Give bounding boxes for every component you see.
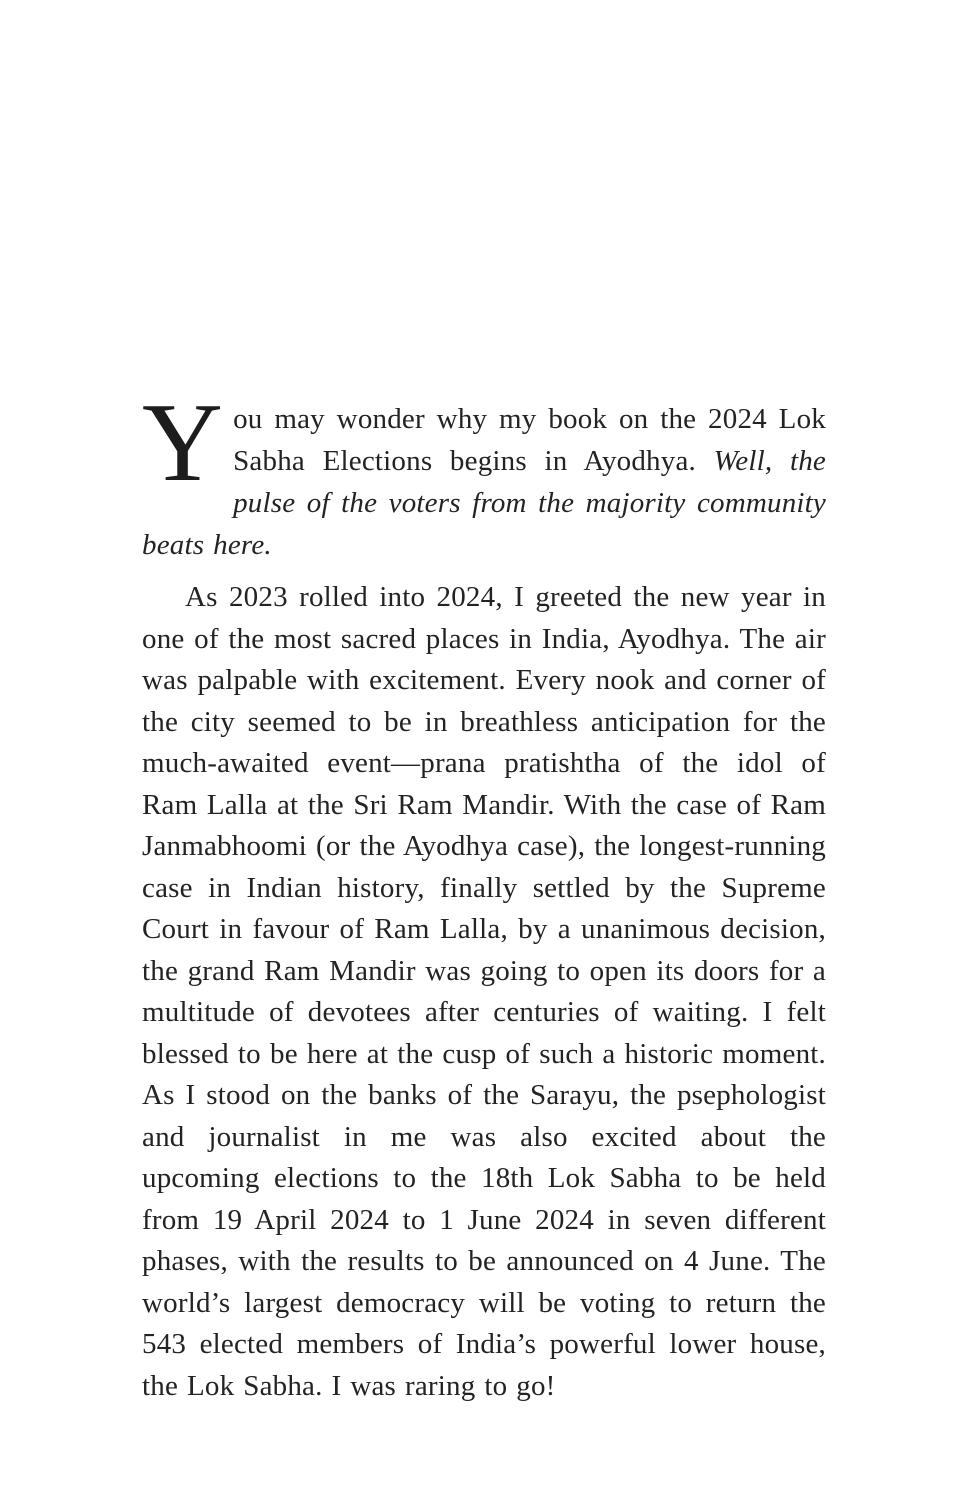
opening-paragraph	[142, 381, 826, 566]
opening-paragraph-italic-text: Well, the pulse of the voters from the majority community beats here.	[142, 445, 826, 561]
page-text-block	[142, 381, 826, 1407]
body-paragraph: As 2023 rolled into 2024, I greeted the new year in one of the most sacred places in India, Ayodhya. The air was palpable with excitement. Every nook and corner of the city seemed to be in breathless anticipation for the much-awaited event—prana pratishtha of the idol of Ram Lalla at the Sri Ram Mandir. With the case of Ram Janmabhoomi (or the Ayodhya case), the longest-running case in Indian history, finally settled by the Supreme Court in favour of Ram Lalla, by a unanimous decision, the grand Ram Mandir was going to open its doors for a multitude of devotees after centuries of waiting. I felt blessed to be here at the cusp of such a historic moment. As I stood on the banks of the Sarayu, the psephologist and journalist in me was also excited about the upcoming elections to the 18th Lok Sabha to be held from 19 April 2024 to 1 June 2024 in seven different phases, with the results to be announced on 4 June. The world’s largest democracy will be voting to return the 543 elected members of India’s powerful lower house, the Lok Sabha. I was raring to go!	[142, 581, 826, 1402]
opening-paragraph-regular-text: ou may wonder why my book on the 2024 Lok Sabha Elections begins in Ayodhya.	[233, 403, 826, 477]
drop-cap: Y	[142, 381, 224, 505]
